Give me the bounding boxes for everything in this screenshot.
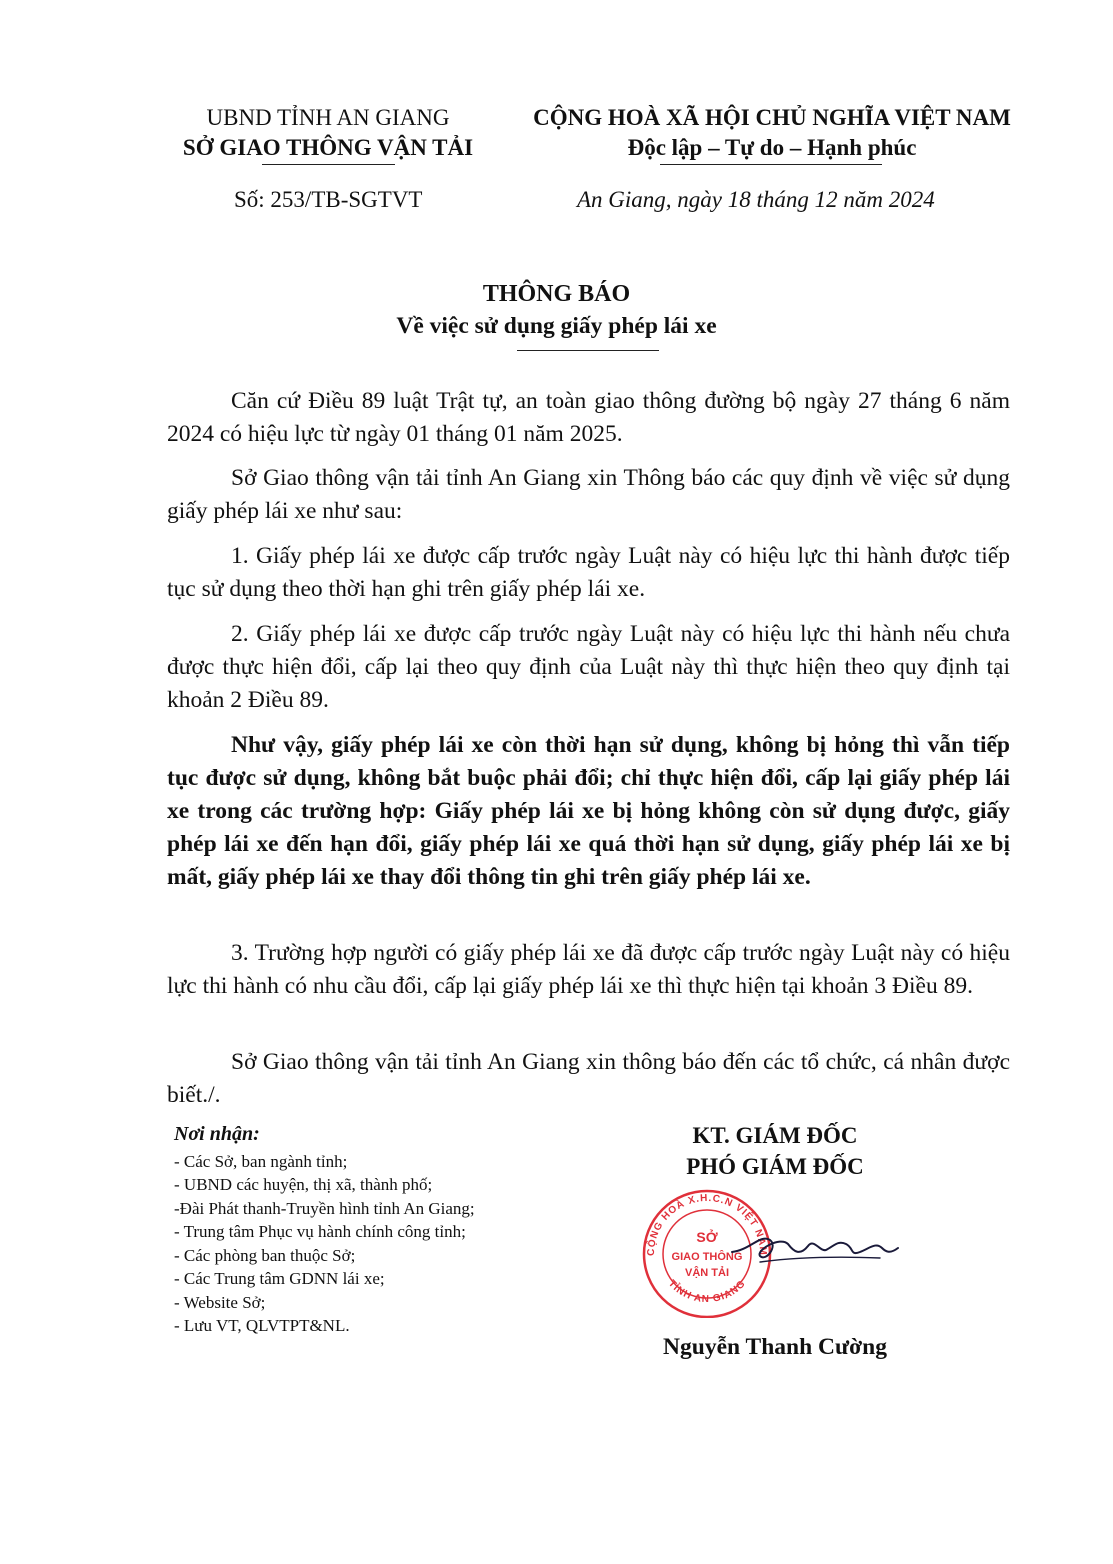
document-number: Số: 253/TB-SGTVT: [234, 187, 423, 212]
motto-underline: [660, 164, 882, 165]
paragraph-intro: Sở Giao thông vận tải tỉnh An Giang xin Thông báo các quy định về việc sử dụng giấy phép lái xe như sau:: [167, 465, 1010, 524]
agency-parent: UBND TỈNH AN GIANG: [206, 105, 450, 130]
paragraph-item-2: 2. Giấy phép lái xe được cấp trước ngày Luật này có hiệu lực thi hành nếu chưa được thực hiện đổi, cấp lại theo quy định của Luật này thì thực hiện theo quy định tại khoản 2 Điều 89.: [167, 621, 1010, 713]
recipient-item: -Đài Phát thanh-Truyền hình tỉnh An Giang;: [174, 1199, 475, 1218]
signer-title-2: PHÓ GIÁM ĐỐC: [686, 1154, 864, 1179]
agency-name: SỞ GIAO THÔNG VẬN TẢI: [182, 135, 474, 160]
recipient-item: - Các phòng ban thuộc Sở;: [174, 1246, 356, 1265]
handwritten-signature: [730, 1222, 900, 1272]
document-title: THÔNG BÁO: [482, 281, 631, 307]
recipient-item: - Các Trung tâm GDNN lái xe;: [174, 1269, 385, 1288]
recipient-item: - Các Sở, ban ngành tỉnh;: [174, 1152, 348, 1171]
document-subtitle: Về việc sử dụng giấy phép lái xe: [396, 313, 717, 339]
paragraph-item-1: 1. Giấy phép lái xe được cấp trước ngày Luật này có hiệu lực thi hành được tiếp tục sử dụng theo thời hạn ghi trên giấy phép lái xe.: [167, 543, 1010, 602]
recipients-title: Nơi nhận:: [174, 1123, 260, 1145]
signer-title-1: KT. GIÁM ĐỐC: [692, 1123, 858, 1148]
paragraph-summary: Như vậy, giấy phép lái xe còn thời hạn sử dụng, không bị hỏng thì vẫn tiếp tục được sử dụng, không bắt buộc phải đổi; chỉ thực hiện đổi, cấp lại giấy phép lái xe trong các trường hợp: Giấy phép lái xe bị hỏng không còn sử dụng được, giấy phép lái xe đến hạn đổi, giấy phép lái xe quá thời hạn sử dụng, giấy phép lái xe bị mất, giấy phép lái xe thay đổi thông tin ghi trên giấy phép lái xe.: [167, 732, 1010, 890]
motto: Độc lập – Tự do – Hạnh phúc: [627, 135, 917, 160]
seal-bottom-text: TỈNH AN GIANG: [665, 1278, 749, 1306]
signer-name: Nguyễn Thanh Cường: [663, 1334, 887, 1360]
recipient-item: - Trung tâm Phục vụ hành chính công tỉnh;: [174, 1222, 466, 1241]
nation-name: CỘNG HOÀ XÃ HỘI CHỦ NGHĨA VIỆT NAM: [533, 105, 1011, 130]
agency-underline: [262, 164, 395, 165]
seal-ring-text: CỘNG HOÀ X.H.C.N VIỆT NAM: [645, 1192, 769, 1257]
recipient-item: - UBND các huyện, thị xã, thành phố;: [174, 1175, 433, 1194]
title-underline: [517, 350, 659, 351]
paragraph-legal-basis: Căn cứ Điều 89 luật Trật tự, an toàn giao thông đường bộ ngày 27 tháng 6 năm 2024 có hiệu lực từ ngày 01 tháng 01 năm 2025.: [167, 388, 1010, 447]
seal-center-text-1: SỞ: [696, 1229, 718, 1245]
recipient-item: - Lưu VT, QLVTPT&NL.: [174, 1316, 350, 1335]
paragraph-closing: Sở Giao thông vận tải tỉnh An Giang xin thông báo đến các tổ chức, cá nhân được biết./.: [167, 1049, 1010, 1108]
seal-center-text-2: GIAO THÔNG: [671, 1251, 743, 1263]
seal-center-text-3: VẬN TẢI: [685, 1267, 729, 1279]
recipient-item: - Website Sở;: [174, 1293, 266, 1312]
paragraph-item-3: 3. Trường hợp người có giấy phép lái xe đã được cấp trước ngày Luật này có hiệu lực thi hành có nhu cầu đổi, cấp lại giấy phép lái xe thì thực hiện tại khoản 3 Điều 89.: [167, 940, 1010, 999]
place-date: An Giang, ngày 18 tháng 12 năm 2024: [577, 187, 935, 212]
svg-text:TỈNH AN GIANG: [666, 1278, 748, 1305]
